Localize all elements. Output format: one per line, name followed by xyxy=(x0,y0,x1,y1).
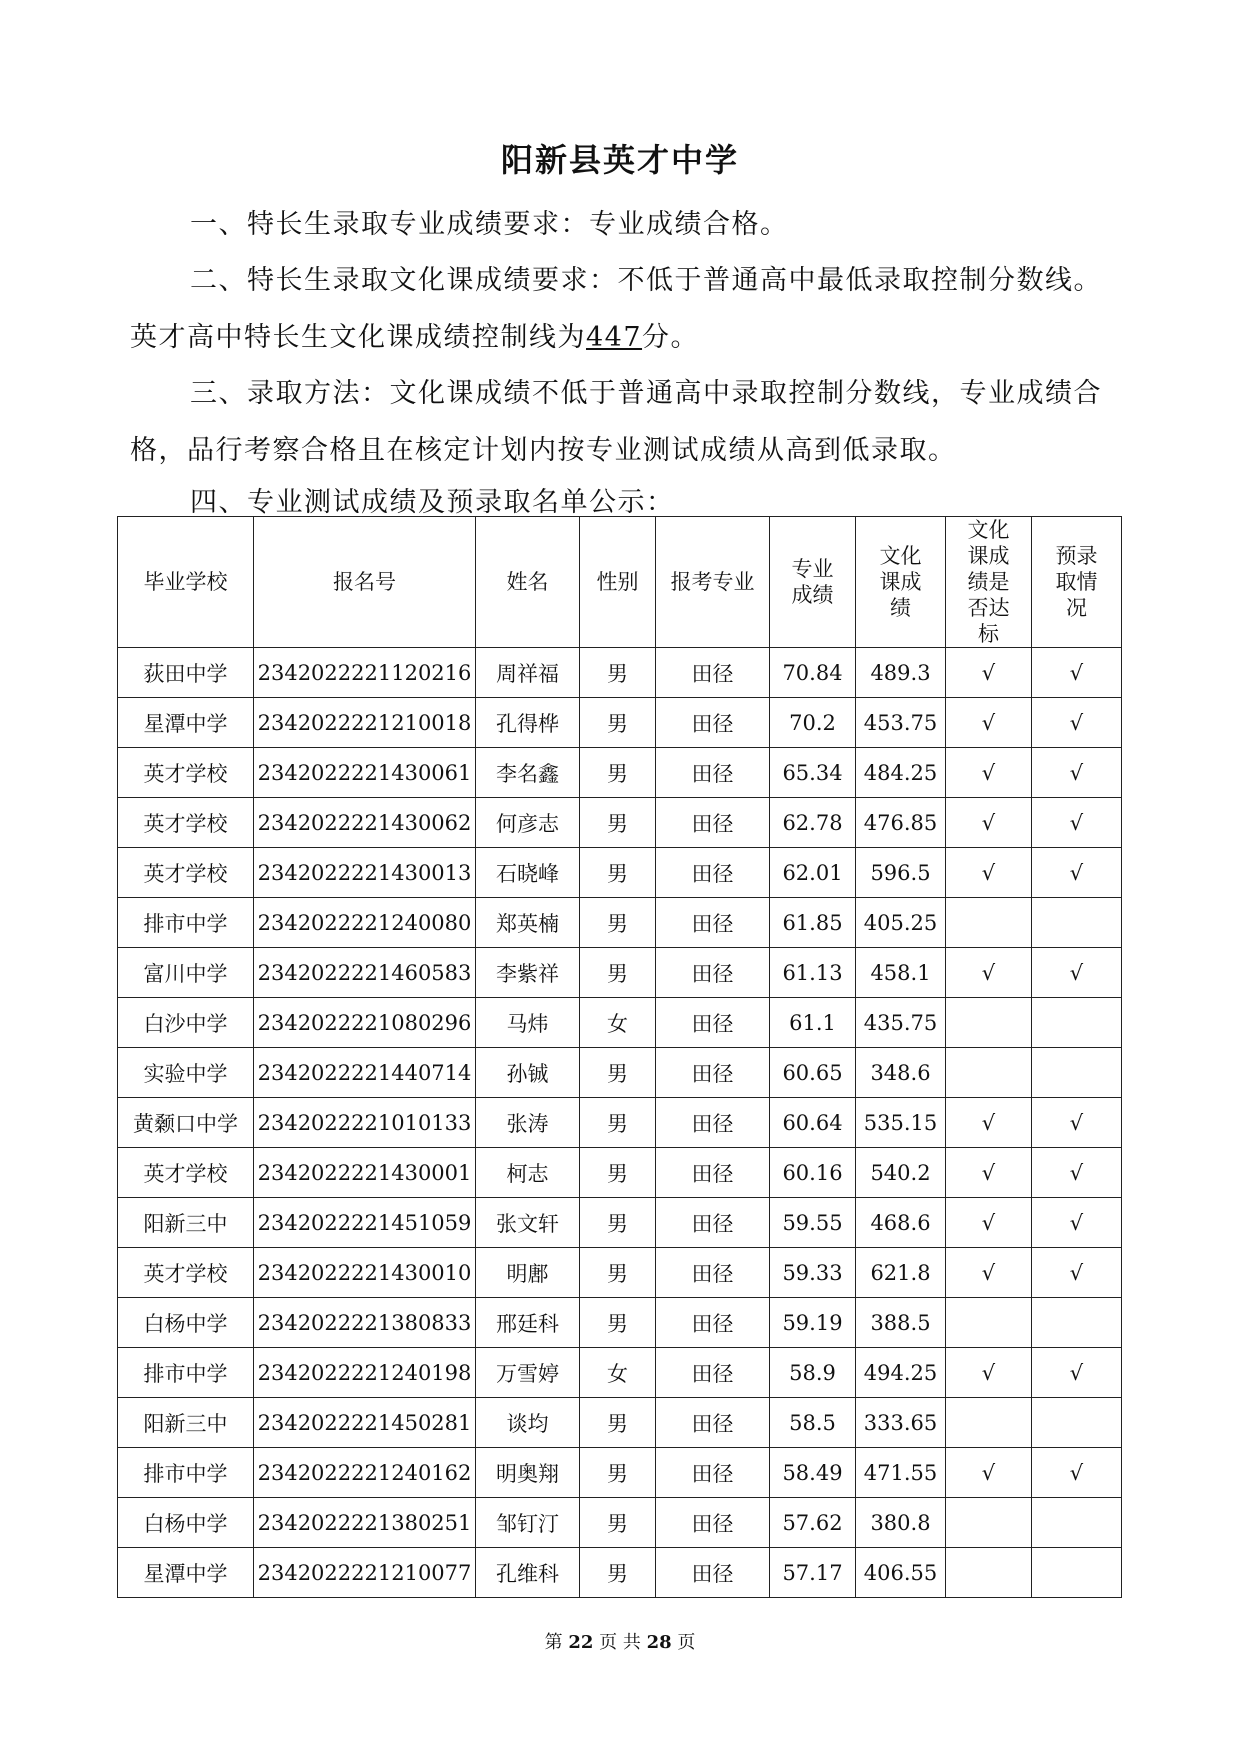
table-cell: 62.78 xyxy=(770,798,856,848)
table-cell xyxy=(946,1548,1032,1598)
table-cell: 435.75 xyxy=(856,998,946,1048)
table-cell: 489.3 xyxy=(856,648,946,698)
table-cell: 男 xyxy=(580,1298,656,1348)
paragraph-text: 二、特长生录取文化课成绩要求：不低于普通高中最低录取控制分数线。英才高中特长生文化课成绩控制线为 xyxy=(130,265,1102,353)
table-cell: 郑英楠 xyxy=(476,898,580,948)
table-cell: √ xyxy=(1032,748,1122,798)
table-cell: 阳新三中 xyxy=(118,1198,254,1248)
table-cell: 男 xyxy=(580,1098,656,1148)
table-cell: 59.19 xyxy=(770,1298,856,1348)
table-cell: 2342022221450281 xyxy=(254,1398,476,1448)
table-cell: 男 xyxy=(580,1498,656,1548)
table-cell xyxy=(946,1398,1032,1448)
table-row xyxy=(118,1198,1122,1248)
table-cell: √ xyxy=(1032,948,1122,998)
current-page-number: 22 xyxy=(568,1632,594,1653)
table-cell: √ xyxy=(1032,698,1122,748)
table-cell: 星潭中学 xyxy=(118,698,254,748)
paragraph-requirement-culture xyxy=(130,252,1120,366)
table-cell: 61.13 xyxy=(770,948,856,998)
table-cell: 英才学校 xyxy=(118,848,254,898)
table-cell: 58.5 xyxy=(770,1398,856,1448)
table-cell: √ xyxy=(946,1448,1032,1498)
table-cell: 388.5 xyxy=(856,1298,946,1348)
table-cell xyxy=(1032,898,1122,948)
table-cell: 万雪婷 xyxy=(476,1348,580,1398)
paragraph-list-intro: 四、专业测试成绩及预录取名单公示： xyxy=(190,487,675,518)
table-cell: 70.2 xyxy=(770,698,856,748)
table-cell xyxy=(1032,1048,1122,1098)
table-cell: √ xyxy=(946,948,1032,998)
table-cell: 柯志 xyxy=(476,1148,580,1198)
table-row xyxy=(118,1098,1122,1148)
column-header: 预录取情况 xyxy=(1032,517,1122,648)
table-cell: √ xyxy=(1032,1448,1122,1498)
table-cell: √ xyxy=(946,1098,1032,1148)
table-cell: 535.15 xyxy=(856,1098,946,1148)
table-cell: 2342022221210018 xyxy=(254,698,476,748)
table-cell: 494.25 xyxy=(856,1348,946,1398)
table-cell: 排市中学 xyxy=(118,1348,254,1398)
table-cell xyxy=(1032,1548,1122,1598)
column-header: 性别 xyxy=(580,517,656,648)
table-cell: 471.55 xyxy=(856,1448,946,1498)
table-cell: 邢廷科 xyxy=(476,1298,580,1348)
table-cell: 男 xyxy=(580,1548,656,1598)
table-cell: 谈均 xyxy=(476,1398,580,1448)
table-cell: 406.55 xyxy=(856,1548,946,1598)
table-row xyxy=(118,1398,1122,1448)
table-cell: 58.9 xyxy=(770,1348,856,1398)
table-cell: √ xyxy=(946,1148,1032,1198)
table-cell: 59.55 xyxy=(770,1198,856,1248)
table-cell: 马炜 xyxy=(476,998,580,1048)
table-cell: 468.6 xyxy=(856,1198,946,1248)
column-header: 毕业学校 xyxy=(118,517,254,648)
table-cell: 田径 xyxy=(656,748,770,798)
table-cell: 2342022221451059 xyxy=(254,1198,476,1248)
table-row xyxy=(118,848,1122,898)
table-cell: 邹钉汀 xyxy=(476,1498,580,1548)
table-cell: 男 xyxy=(580,648,656,698)
table-cell: 65.34 xyxy=(770,748,856,798)
table-cell: √ xyxy=(1032,1198,1122,1248)
table-cell: 田径 xyxy=(656,948,770,998)
table-cell: 2342022221430013 xyxy=(254,848,476,898)
table-cell: 60.16 xyxy=(770,1148,856,1198)
table-cell: 田径 xyxy=(656,648,770,698)
table-cell: 男 xyxy=(580,798,656,848)
paragraph-text: 分。 xyxy=(642,322,700,353)
table-cell: 333.65 xyxy=(856,1398,946,1448)
table-row xyxy=(118,1348,1122,1398)
table-cell: 田径 xyxy=(656,1148,770,1198)
table-cell: 453.75 xyxy=(856,698,946,748)
table-cell xyxy=(946,898,1032,948)
table-cell: 2342022221430062 xyxy=(254,798,476,848)
table-cell: √ xyxy=(946,698,1032,748)
table-row xyxy=(118,1548,1122,1598)
footer-prefix: 第 xyxy=(544,1632,563,1653)
table-cell: 484.25 xyxy=(856,748,946,798)
table-cell: 2342022221430001 xyxy=(254,1148,476,1198)
table-row xyxy=(118,1048,1122,1098)
table-cell: 458.1 xyxy=(856,948,946,998)
paragraph-requirement-professional: 一、特长生录取专业成绩要求：专业成绩合格。 xyxy=(190,209,789,240)
table-cell: 476.85 xyxy=(856,798,946,848)
table-cell: 李名鑫 xyxy=(476,748,580,798)
table-cell: 2342022221240162 xyxy=(254,1448,476,1498)
table-cell: √ xyxy=(1032,848,1122,898)
table-cell: 排市中学 xyxy=(118,1448,254,1498)
table-cell: √ xyxy=(946,1348,1032,1398)
table-row xyxy=(118,1298,1122,1348)
table-cell: 2342022221380833 xyxy=(254,1298,476,1348)
table-cell: 2342022221430010 xyxy=(254,1248,476,1298)
table-cell: √ xyxy=(946,748,1032,798)
table-cell: 男 xyxy=(580,898,656,948)
table-cell: √ xyxy=(1032,1148,1122,1198)
table-cell: 田径 xyxy=(656,998,770,1048)
table-cell: 2342022221210077 xyxy=(254,1548,476,1598)
table-cell: √ xyxy=(946,648,1032,698)
table-row xyxy=(118,748,1122,798)
table-cell: 61.1 xyxy=(770,998,856,1048)
table-cell: 2342022221080296 xyxy=(254,998,476,1048)
table-cell: √ xyxy=(946,798,1032,848)
table-cell: 348.6 xyxy=(856,1048,946,1098)
table-cell: 明鄌 xyxy=(476,1248,580,1298)
header-row xyxy=(118,517,1122,648)
table-cell: 男 xyxy=(580,848,656,898)
table-cell: 60.64 xyxy=(770,1098,856,1148)
table-cell: 田径 xyxy=(656,1298,770,1348)
table-cell: √ xyxy=(946,1248,1032,1298)
table-cell: 540.2 xyxy=(856,1148,946,1198)
table-cell: 2342022221240080 xyxy=(254,898,476,948)
table-cell: 明奥翔 xyxy=(476,1448,580,1498)
table-row xyxy=(118,998,1122,1048)
table-cell: 白杨中学 xyxy=(118,1498,254,1548)
table-cell: 白沙中学 xyxy=(118,998,254,1048)
table-cell: 2342022221440714 xyxy=(254,1048,476,1098)
table-cell: 英才学校 xyxy=(118,748,254,798)
table-row xyxy=(118,1448,1122,1498)
table-cell: 57.17 xyxy=(770,1548,856,1598)
control-line-score: 447 xyxy=(586,322,643,353)
table-cell: 田径 xyxy=(656,1498,770,1548)
table-cell: 60.65 xyxy=(770,1048,856,1098)
table-row xyxy=(118,648,1122,698)
table-cell: 62.01 xyxy=(770,848,856,898)
footer-suffix: 页 xyxy=(677,1632,696,1653)
table-cell: 田径 xyxy=(656,798,770,848)
page-title: 阳新县英才中学 xyxy=(500,141,739,179)
table-header xyxy=(118,517,1122,648)
footer-middle: 页 共 xyxy=(599,1632,641,1653)
table-cell: 田径 xyxy=(656,1348,770,1398)
table-row xyxy=(118,1248,1122,1298)
table-cell: 孔维科 xyxy=(476,1548,580,1598)
table-cell: 男 xyxy=(580,1198,656,1248)
table-cell: 男 xyxy=(580,948,656,998)
table-cell: 富川中学 xyxy=(118,948,254,998)
table-cell: 男 xyxy=(580,748,656,798)
table-cell: 英才学校 xyxy=(118,1148,254,1198)
table-cell: 黄颡口中学 xyxy=(118,1098,254,1148)
table-cell: √ xyxy=(1032,1098,1122,1148)
table-cell: 星潭中学 xyxy=(118,1548,254,1598)
table-cell: √ xyxy=(946,1198,1032,1248)
table-cell: 57.62 xyxy=(770,1498,856,1548)
table-cell: √ xyxy=(1032,1348,1122,1398)
table-row xyxy=(118,1498,1122,1548)
table-cell: 596.5 xyxy=(856,848,946,898)
table-cell: 2342022221240198 xyxy=(254,1348,476,1398)
table-cell: 田径 xyxy=(656,1198,770,1248)
table-cell: 男 xyxy=(580,1448,656,1498)
column-header: 文化课成绩是否达标 xyxy=(946,517,1032,648)
table-cell: 2342022221460583 xyxy=(254,948,476,998)
table-row xyxy=(118,948,1122,998)
table-cell: √ xyxy=(1032,1248,1122,1298)
table-cell: 荻田中学 xyxy=(118,648,254,698)
paragraph-admission-method: 三、录取方法：文化课成绩不低于普通高中录取控制分数线，专业成绩合格，品行考察合格且在核定计划内按专业测试成绩从高到低录取。 xyxy=(130,378,1102,466)
table-cell: 女 xyxy=(580,998,656,1048)
table-cell: 何彦志 xyxy=(476,798,580,848)
table-cell: 英才学校 xyxy=(118,798,254,848)
table-cell xyxy=(946,1048,1032,1098)
table-cell: 621.8 xyxy=(856,1248,946,1298)
table-cell: 田径 xyxy=(656,1448,770,1498)
table-cell: 405.25 xyxy=(856,898,946,948)
table-cell: 阳新三中 xyxy=(118,1398,254,1448)
table-cell xyxy=(1032,1498,1122,1548)
table-cell xyxy=(1032,1398,1122,1448)
table-cell: 田径 xyxy=(656,1548,770,1598)
table-cell: 2342022221120216 xyxy=(254,648,476,698)
table-cell xyxy=(946,1498,1032,1548)
table-cell: √ xyxy=(1032,648,1122,698)
table-cell: 张文轩 xyxy=(476,1198,580,1248)
table-cell: 田径 xyxy=(656,848,770,898)
column-header: 专业成绩 xyxy=(770,517,856,648)
table-cell: √ xyxy=(1032,798,1122,848)
table-cell: 田径 xyxy=(656,1098,770,1148)
column-header: 报名号 xyxy=(254,517,476,648)
column-header: 文化课成绩 xyxy=(856,517,946,648)
table-cell: 380.8 xyxy=(856,1498,946,1548)
table-cell: 58.49 xyxy=(770,1448,856,1498)
table-cell: 白杨中学 xyxy=(118,1298,254,1348)
table-cell: 男 xyxy=(580,1248,656,1298)
table-cell: 田径 xyxy=(656,1398,770,1448)
table-cell: 59.33 xyxy=(770,1248,856,1298)
table-row xyxy=(118,898,1122,948)
table-cell: 61.85 xyxy=(770,898,856,948)
table-cell: 2342022221430061 xyxy=(254,748,476,798)
score-table xyxy=(117,516,1122,1598)
table-cell: 田径 xyxy=(656,1248,770,1298)
table-cell: 实验中学 xyxy=(118,1048,254,1098)
table-cell: 男 xyxy=(580,698,656,748)
table-cell xyxy=(946,998,1032,1048)
table-cell: 男 xyxy=(580,1048,656,1098)
column-header: 姓名 xyxy=(476,517,580,648)
table-cell: 田径 xyxy=(656,1048,770,1098)
table-cell: 孙铖 xyxy=(476,1048,580,1098)
table-cell xyxy=(1032,998,1122,1048)
table-cell xyxy=(946,1298,1032,1348)
table-cell: 男 xyxy=(580,1398,656,1448)
table-cell: 田径 xyxy=(656,898,770,948)
table-row xyxy=(118,1148,1122,1198)
table-cell: 2342022221380251 xyxy=(254,1498,476,1548)
table-cell: 男 xyxy=(580,1148,656,1198)
table-cell xyxy=(1032,1298,1122,1348)
table-cell: √ xyxy=(946,848,1032,898)
total-page-number: 28 xyxy=(646,1632,672,1653)
table-cell: 女 xyxy=(580,1348,656,1398)
table-cell: 李紫祥 xyxy=(476,948,580,998)
table-row xyxy=(118,798,1122,848)
table-cell: 石晓峰 xyxy=(476,848,580,898)
table-cell: 70.84 xyxy=(770,648,856,698)
table-cell: 排市中学 xyxy=(118,898,254,948)
table-cell: 英才学校 xyxy=(118,1248,254,1298)
table-cell: 田径 xyxy=(656,698,770,748)
table-cell: 孔得桦 xyxy=(476,698,580,748)
table-cell: 周祥福 xyxy=(476,648,580,698)
table-body xyxy=(118,648,1122,1598)
page-footer xyxy=(0,1628,1240,1654)
table-row xyxy=(118,698,1122,748)
table-cell: 张涛 xyxy=(476,1098,580,1148)
table-cell: 2342022221010133 xyxy=(254,1098,476,1148)
column-header: 报考专业 xyxy=(656,517,770,648)
